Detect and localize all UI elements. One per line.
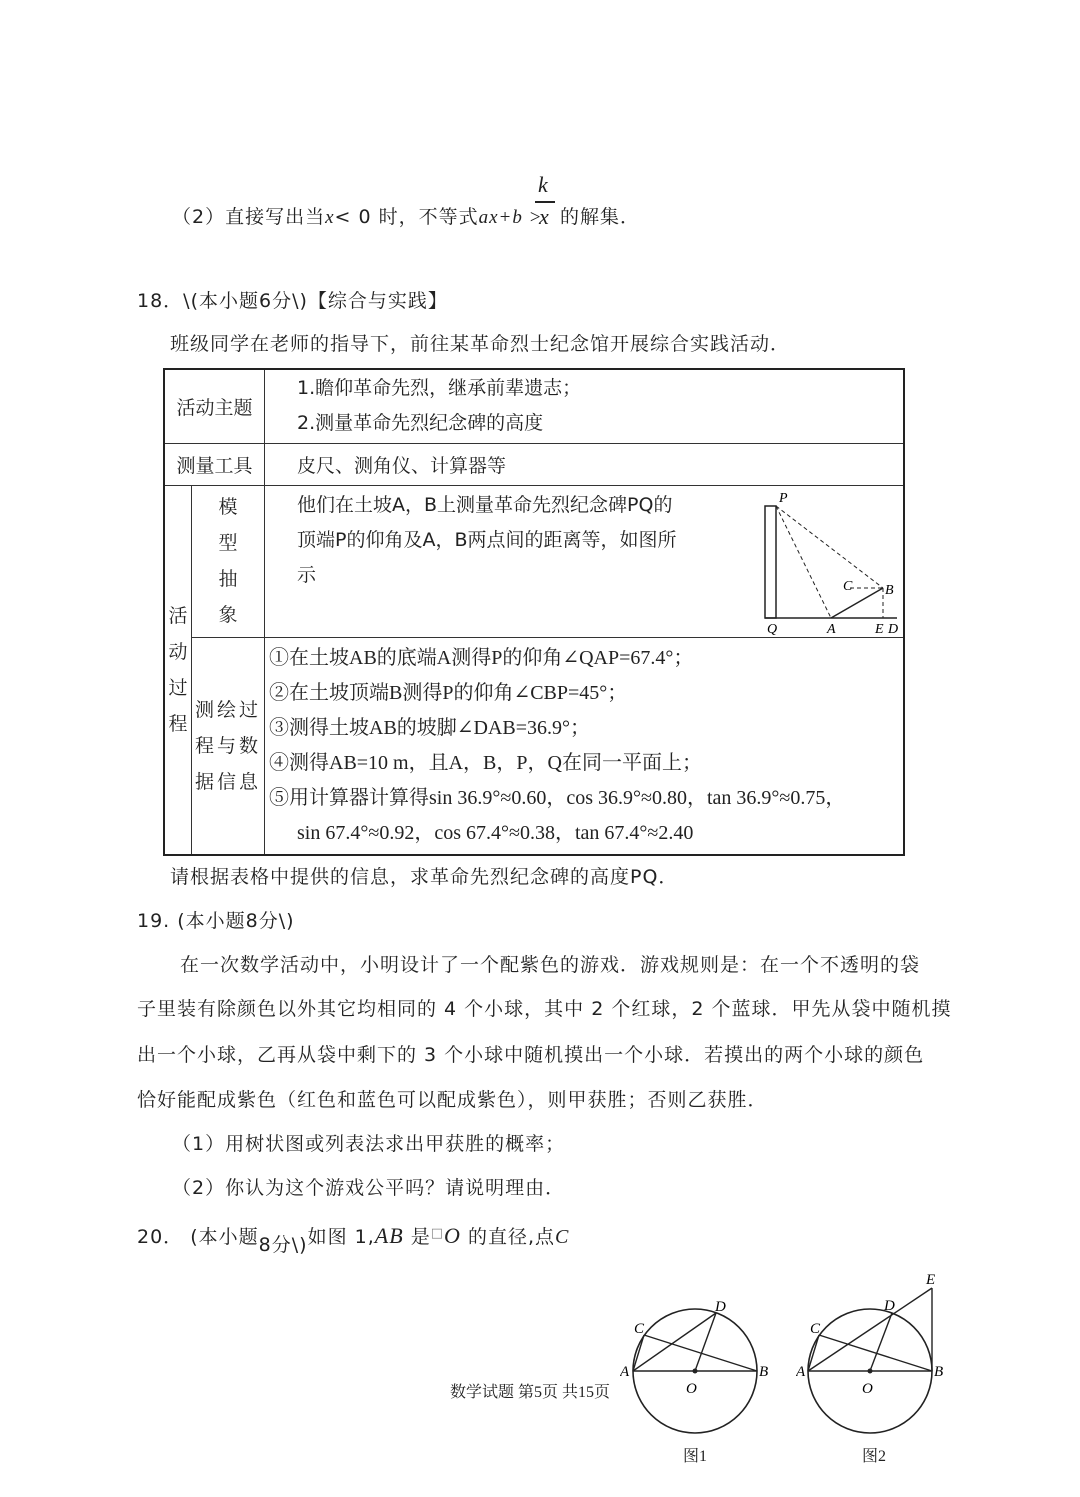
fig1-label-B: B <box>759 1364 769 1380</box>
label-E: E <box>875 622 884 636</box>
line-PA <box>776 506 831 618</box>
fig2-label-A: A <box>796 1364 806 1380</box>
row-tools-label: 测量工具 <box>164 443 265 485</box>
row-theme-value <box>265 369 905 443</box>
row-theme-label: 活动主题 <box>164 369 265 443</box>
label-A: A <box>827 622 836 636</box>
process-char-3: 过 <box>168 676 188 699</box>
q19-part2: （2）你认为这个游戏公平吗？请说明理由． <box>172 1177 566 1199</box>
model-char-1: 模 <box>218 496 238 518</box>
fig1-label-D: D <box>715 1299 726 1315</box>
fig2-caption: 图2 <box>862 1448 887 1465</box>
fig1-DO <box>695 1313 716 1371</box>
survey-label <box>192 637 265 855</box>
survey-label-3: 据信息 <box>194 770 261 793</box>
slope-AB <box>831 588 883 618</box>
q20-score: 8分 <box>258 1234 292 1256</box>
survey-line-3: ③测得土坡AB的坡脚∠DAB=36.9°； <box>269 716 591 739</box>
model-line-2: 顶端P的仰角及A，B两点间的距离等，如图所 <box>297 528 677 551</box>
fig2-label-E: E <box>926 1272 936 1288</box>
survey-label-1: 测绘过 <box>194 698 261 721</box>
model-line-1: 他们在土坡A，B上测量革命先烈纪念碑PQ的 <box>297 493 673 516</box>
model-label <box>192 485 265 637</box>
fig1-label-A: A <box>620 1364 630 1380</box>
survey-line-4: ④测得AB=10 m，且A，B，P，Q在同一平面上； <box>269 751 702 774</box>
fig2-AE <box>808 1288 932 1371</box>
label-P: P <box>779 491 788 506</box>
process-char-2: 动 <box>168 640 188 663</box>
fig1-AC <box>633 1335 644 1371</box>
q17-frac-num: k <box>538 172 548 197</box>
fig1-AD <box>633 1313 716 1371</box>
model-char-2: 型 <box>218 532 238 554</box>
process-char-4: 程 <box>168 712 188 735</box>
q19-para-1: 在一次数学活动中，小明设计了一个配紫色的游戏．游戏规则是：在一个不透明的袋 <box>180 954 921 976</box>
survey-line-5: ⑤用计算器计算得sin 36.9°≈0.60，cos 36.9°≈0.80，tan 36.9°≈0.75， <box>269 786 846 809</box>
line-PB <box>776 506 883 588</box>
q17-part2-prefix: （2）直接写出当 <box>172 206 326 228</box>
survey-line-1: ①在土坡AB的底端A测得P的仰角∠QAP=67.4°； <box>269 646 694 669</box>
model-char-4: 象 <box>218 604 238 626</box>
q20-paren-open: (本小题 <box>190 1226 259 1248</box>
q17-suffix: 的解集． <box>560 206 641 228</box>
survey-line-6: sin 67.4°≈0.92，cos 67.4°≈0.38，tan 67.4°≈2.40 <box>297 821 694 844</box>
label-Q: Q <box>767 622 778 636</box>
model-line-3: 示 <box>297 563 317 586</box>
fig2-center <box>868 1369 873 1374</box>
q17-expr: ax+b > <box>478 207 543 228</box>
q20-text2: 的直径,点 <box>467 1226 555 1248</box>
q19-part1: （1）用树状图或列表法求出甲获胜的概率； <box>172 1133 566 1155</box>
q17-var-x: x <box>325 207 335 228</box>
fig2-label-C: C <box>810 1321 821 1337</box>
process-char-1: 活 <box>168 604 188 627</box>
figure-1 <box>620 1285 770 1465</box>
q17-frac-den: x <box>539 204 549 229</box>
fig1-center <box>693 1369 698 1374</box>
q20-text1: 如图 1, <box>307 1226 375 1248</box>
fig2-label-B: B <box>934 1364 944 1380</box>
q20-is: 是 <box>410 1226 431 1248</box>
q20-c: C <box>554 1226 570 1248</box>
q18-question: 请根据表格中提供的信息，求革命先烈纪念碑的高度PQ． <box>170 866 679 888</box>
model-char-3: 抽 <box>218 568 238 590</box>
fig1-CB <box>644 1335 757 1371</box>
fig1-caption: 图1 <box>683 1448 708 1465</box>
q20-o: O <box>444 1223 461 1248</box>
row-tools-value: 皮尺、测角仪、计算器等 <box>265 443 905 485</box>
page-footer: 数学试题 第5页 共15页 <box>450 1384 611 1401</box>
q19-header: 19. (本小题8分\) <box>137 910 295 932</box>
process-label <box>164 485 192 855</box>
q20-num: 20． <box>137 1226 184 1248</box>
q20-paren-close: \) <box>291 1234 308 1256</box>
q20-line <box>137 1222 570 1256</box>
survey-cell <box>265 637 905 855</box>
q19-para-3: 出一个小球，乙再从袋中剩下的 3 个小球中随机摸出一个小球．若摸出的两个小球的颜色 <box>137 1044 925 1066</box>
fig2-AC <box>808 1335 819 1371</box>
theme-line-2: 2.测量革命先烈纪念碑的高度 <box>297 412 544 435</box>
label-C: C <box>843 579 853 594</box>
q18-header: 18．\(本小题6分\)【综合与实践】 <box>137 290 448 312</box>
fig1-label-C: C <box>634 1321 645 1337</box>
survey-label-2: 程与数 <box>194 734 261 757</box>
q19-para-4: 恰好能配成紫色（红色和蓝色可以配成紫色），则甲获胜；否则乙获胜． <box>137 1089 768 1111</box>
q20-ab: AB <box>374 1223 404 1248</box>
label-B: B <box>885 583 894 598</box>
q17-frac-bar <box>535 201 555 203</box>
theme-line-1: 1.瞻仰革命先烈，继承前辈遗志； <box>297 377 582 400</box>
monument-rect <box>765 506 776 618</box>
label-D: D <box>888 622 899 636</box>
q17-cond: < 0 时，不等式 <box>334 206 479 228</box>
survey-line-2: ②在土坡顶端B测得P的仰角∠CBP=45°； <box>269 681 628 704</box>
q18-intro: 班级同学在老师的指导下，前往某革命烈士纪念馆开展综合实践活动． <box>170 333 791 355</box>
q19-para-2: 子里装有除颜色以外其它均相同的 4 个小球，其中 2 个红球，2 个蓝球．甲先从袋中随机摸 <box>137 998 952 1020</box>
fig2-label-O: O <box>862 1381 873 1397</box>
figure-2 <box>796 1270 956 1465</box>
fig2-label-D: D <box>884 1298 895 1314</box>
monument-diagram <box>755 488 905 636</box>
fig1-label-O: O <box>686 1381 697 1397</box>
q20-box: □ <box>430 1226 444 1241</box>
q17-part2 <box>172 202 542 229</box>
